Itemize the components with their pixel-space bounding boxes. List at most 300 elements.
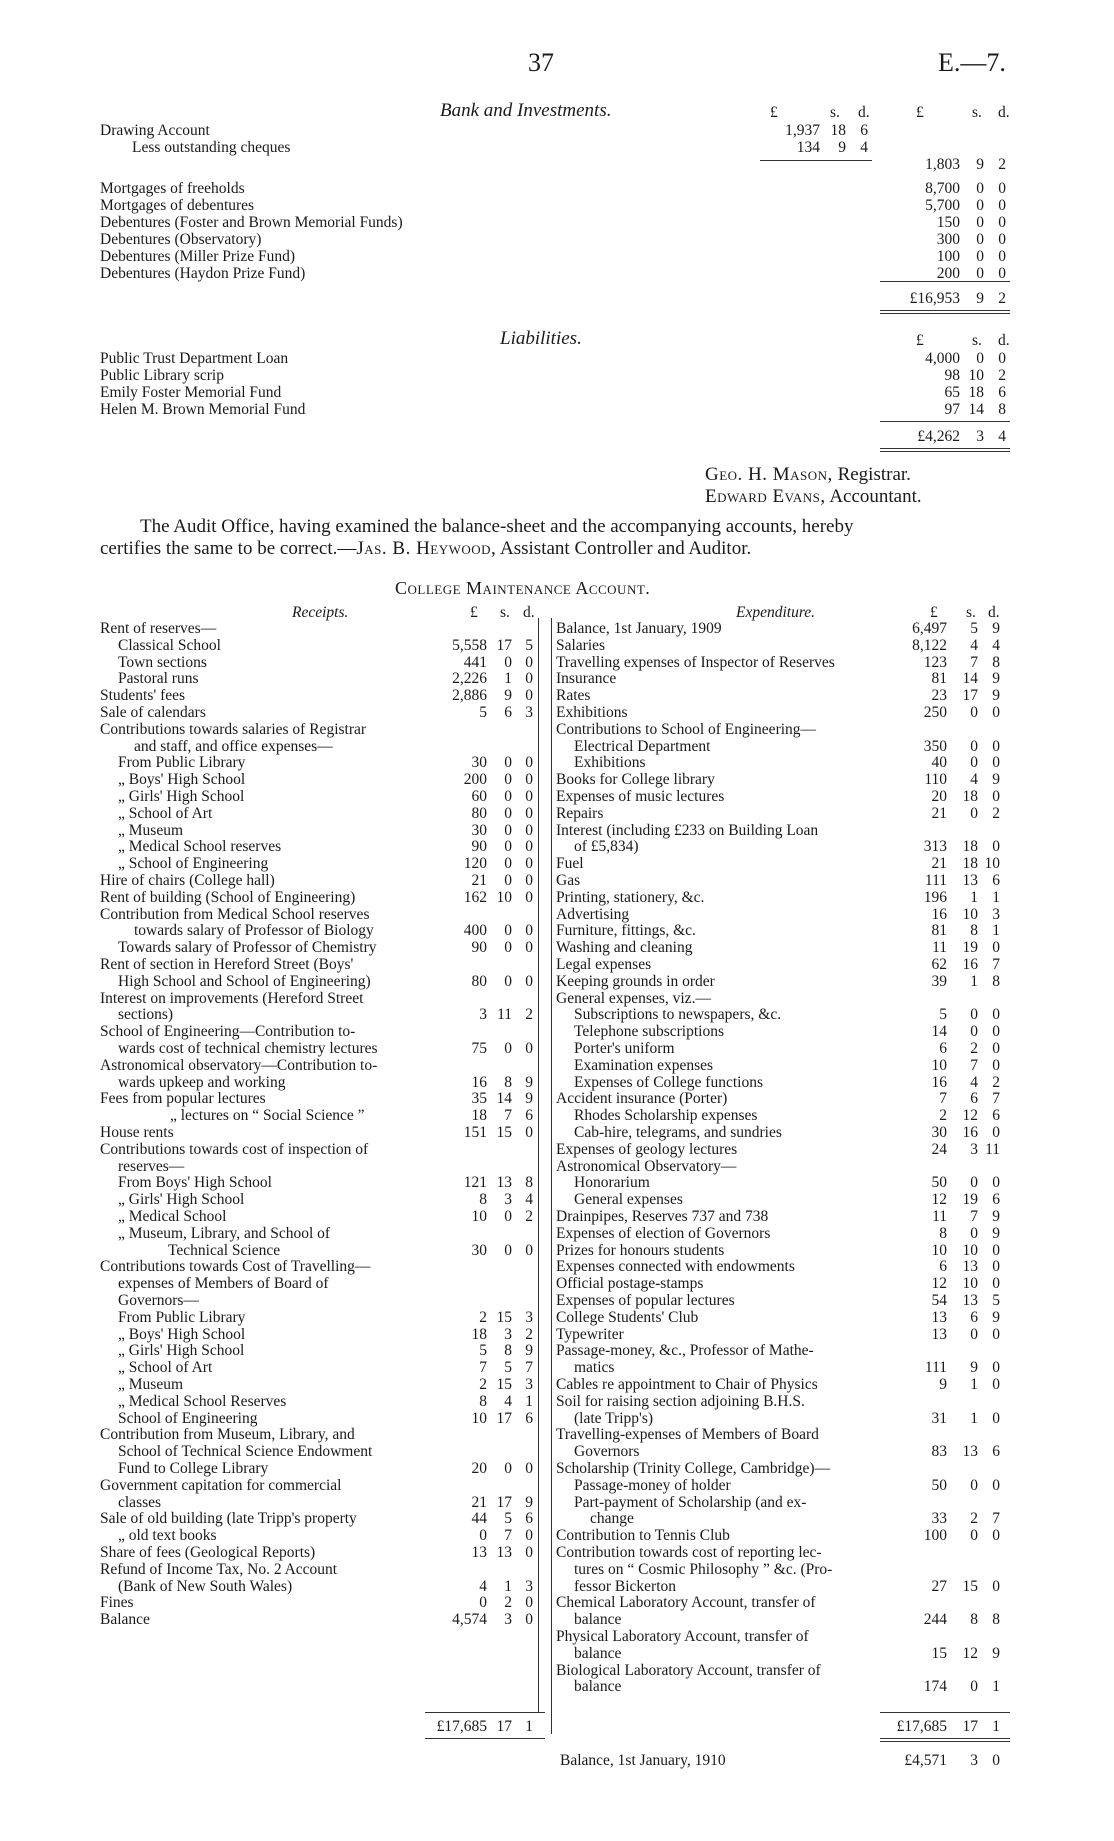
expenditure-line-label: Travelling expenses of Inspector of Reserves — [556, 654, 835, 671]
expenditure-line-amount-pounds: 7 — [939, 1090, 947, 1107]
receipt-line-label: „ Museum — [118, 1376, 184, 1393]
receipt-line-amount-pence: 0 — [525, 1594, 533, 1611]
expenditure-line-amount-pence: 0 — [992, 1578, 1000, 1595]
expenditure-line-amount-shillings: 0 — [970, 754, 978, 771]
bank-total-shillings: 9 — [976, 290, 984, 307]
expenditure-line-amount-shillings: 17 — [962, 687, 978, 704]
expenditure-line-amount-shillings: 9 — [970, 1359, 978, 1376]
expenditure-col-head: £ — [930, 604, 938, 621]
expenditure-line-amount-pounds: 24 — [931, 1141, 947, 1158]
expenditure-line-amount-pounds: 9 — [939, 1376, 947, 1393]
expenditure-line-amount-shillings: 12 — [962, 1645, 978, 1662]
receipt-line-amount-pence: 3 — [525, 1376, 533, 1393]
receipts-col-head: s. — [500, 604, 510, 621]
receipt-line-amount-pounds: 400 — [463, 922, 487, 939]
receipt-line-amount-pounds: 44 — [471, 1510, 487, 1527]
expenditure-line-amount-pounds: 2 — [939, 1107, 947, 1124]
bank-row-mid-pence: 4 — [860, 139, 868, 156]
expenditure-line-label: Advertising — [556, 906, 630, 923]
bank-row-right-shillings: 0 — [976, 248, 984, 265]
expenditure-line-amount-pence: 0 — [992, 1258, 1000, 1275]
bank-row-right-shillings: 0 — [976, 231, 984, 248]
receipt-line-amount-pounds: 35 — [471, 1090, 487, 1107]
expenditure-line-amount-pence: 0 — [992, 1275, 1000, 1292]
receipt-line-amount-pence: 0 — [525, 822, 533, 839]
bank-row-label: Debentures (Observatory) — [100, 231, 262, 248]
expenditure-line-amount-shillings: 0 — [970, 805, 978, 822]
expenditure-line-amount-pounds: 100 — [923, 1527, 947, 1544]
report-code: E.—7. — [938, 48, 1006, 77]
receipt-line-amount-shillings: 0 — [504, 788, 512, 805]
expenditure-line-amount-pence: 8 — [992, 973, 1000, 990]
expenditure-line-label: Prizes for honours students — [556, 1242, 725, 1259]
receipt-line-amount-pounds: 5,558 — [452, 637, 487, 654]
expenditure-line-amount-pounds: 16 — [931, 1074, 947, 1091]
expenditure-line-amount-pounds: 40 — [931, 754, 947, 771]
expenditure-line-amount-pence: 0 — [992, 1006, 1000, 1023]
expenditure-line-amount-pounds: 15 — [931, 1645, 947, 1662]
receipt-line-amount-shillings: 1 — [504, 1578, 512, 1595]
bank-row-right-pence: 2 — [998, 156, 1006, 173]
receipt-line-amount-shillings: 1 — [504, 670, 512, 687]
expenditure-line-amount-pounds: 5 — [939, 1006, 947, 1023]
expenditure-line-amount-shillings: 0 — [970, 704, 978, 721]
receipt-line-label: School of Technical Science Endowment — [118, 1443, 373, 1460]
bank-row-right-pounds: 1,803 — [925, 156, 960, 173]
receipt-line-label: „ Museum, Library, and School of — [118, 1225, 331, 1242]
receipt-line-amount-shillings: 14 — [496, 1090, 512, 1107]
auditor-name: Jas. B. Heywood, — [356, 538, 497, 559]
receipt-line-label: reserves— — [118, 1158, 185, 1175]
liability-row-pounds: 98 — [944, 367, 960, 384]
receipt-line-amount-pence: 1 — [525, 1393, 533, 1410]
receipt-line-amount-shillings: 0 — [504, 771, 512, 788]
expenditure-line-label: Official postage-stamps — [556, 1275, 704, 1292]
receipt-line-amount-pence: 0 — [525, 838, 533, 855]
receipt-line-label: classes — [118, 1494, 162, 1511]
receipt-line-amount-shillings: 5 — [504, 1359, 512, 1376]
expenditure-line-amount-pence: 4 — [992, 637, 1000, 654]
expenditure-line-amount-pence: 8 — [992, 654, 1000, 671]
receipt-line-label: Share of fees (Geological Reports) — [100, 1544, 316, 1561]
expenditure-line-label: Legal expenses — [556, 956, 652, 973]
receipt-line-amount-pence: 2 — [525, 1326, 533, 1343]
receipt-line-amount-pounds: 3 — [479, 1006, 487, 1023]
expenditure-line-amount-shillings: 1 — [970, 973, 978, 990]
expenditure-line-label: Cab-hire, telegrams, and sundries — [574, 1124, 782, 1141]
receipt-line-amount-pence: 8 — [525, 1174, 533, 1191]
receipt-line-label: „ Museum — [118, 822, 184, 839]
expenditure-line-amount-pounds: 8,122 — [912, 637, 947, 654]
expenditure-line-label: Fuel — [556, 855, 584, 872]
receipt-line-label: Contributions towards Cost of Travelling— — [100, 1258, 371, 1275]
receipt-line-amount-pence: 0 — [525, 1611, 533, 1628]
expenditure-line-label: balance — [574, 1678, 622, 1695]
expenditure-line-amount-pounds: 23 — [931, 687, 947, 704]
expenditure-line-amount-pounds: 12 — [931, 1275, 947, 1292]
receipt-line-label: „ Girls' High School — [118, 788, 245, 805]
receipt-line-amount-pounds: 30 — [471, 1242, 487, 1259]
receipt-line-label: „ old text books — [118, 1527, 217, 1544]
expenditure-line-amount-pounds: 110 — [924, 771, 947, 788]
bank-total-rule-top — [880, 281, 1010, 282]
receipt-line-amount-pounds: 30 — [471, 754, 487, 771]
expenditure-line-amount-shillings: 0 — [970, 738, 978, 755]
receipt-line-amount-pence: 0 — [525, 1527, 533, 1544]
expenditure-line-amount-pence: 9 — [992, 1225, 1000, 1242]
receipt-line-label: „ Medical School — [118, 1208, 227, 1225]
bank-row-right-pence: 0 — [998, 214, 1006, 231]
receipt-line-label: „ School of Art — [118, 805, 213, 822]
receipt-line-label: Contributions towards salaries of Registrar — [100, 721, 367, 738]
receipt-line-amount-pounds: 18 — [471, 1326, 487, 1343]
receipt-line-amount-pounds: 2,226 — [452, 670, 487, 687]
receipt-line-label: Rent of section in Hereford Street (Boys' — [100, 956, 354, 973]
expenditure-line-amount-pounds: 6,497 — [912, 620, 947, 637]
expenditure-line-label: Accident insurance (Porter) — [556, 1090, 728, 1107]
signature-name: Edward Evans, — [705, 486, 826, 507]
expenditure-line-label: Rhodes Scholarship expenses — [574, 1107, 758, 1124]
receipt-line-amount-pence: 9 — [525, 1074, 533, 1091]
receipt-line-amount-shillings: 11 — [497, 1006, 512, 1023]
expenditure-line-amount-shillings: 19 — [962, 939, 978, 956]
expenditure-line-amount-shillings: 16 — [962, 956, 978, 973]
bank-row-right-shillings: 9 — [976, 156, 984, 173]
receipt-line-amount-shillings: 7 — [504, 1107, 512, 1124]
expenditure-line-amount-pence: 0 — [992, 1242, 1000, 1259]
expenditure-line-amount-shillings: 5 — [970, 620, 978, 637]
expenditure-line-amount-shillings: 3 — [970, 1141, 978, 1158]
bank-row-label: Mortgages of freeholds — [100, 180, 245, 197]
expenditure-line-label: Governors — [574, 1443, 640, 1460]
expenditure-line-amount-pounds: 13 — [931, 1326, 947, 1343]
expenditure-line-amount-pounds: 196 — [923, 889, 947, 906]
bank-row-right-pounds: 100 — [936, 248, 960, 265]
expenditure-line-amount-pence: 5 — [992, 1292, 1000, 1309]
liab-col-head: £ — [916, 332, 924, 349]
expenditure-line-label: Contributions to School of Engineering— — [556, 721, 817, 738]
bank-row-label: Mortgages of debentures — [100, 197, 255, 214]
liability-row-pence: 0 — [998, 350, 1006, 367]
expenditure-line-label: Repairs — [556, 805, 604, 822]
expenditure-line-amount-shillings: 8 — [970, 1611, 978, 1628]
closing-balance-pounds: £4,571 — [904, 1752, 947, 1769]
expenditure-line-amount-pounds: 6 — [939, 1258, 947, 1275]
expenditure-line-amount-pence: 0 — [992, 1057, 1000, 1074]
receipt-line-amount-shillings: 0 — [504, 922, 512, 939]
expenditure-line-amount-pence: 7 — [992, 1510, 1000, 1527]
receipt-line-amount-pounds: 5 — [479, 1342, 487, 1359]
receipt-line-amount-pounds: 13 — [471, 1544, 487, 1561]
receipt-line-amount-shillings: 7 — [504, 1527, 512, 1544]
receipt-line-label: From Boys' High School — [118, 1174, 272, 1191]
expenditure-line-amount-shillings: 0 — [970, 1326, 978, 1343]
receipt-line-label: Technical Science — [168, 1242, 281, 1259]
receipts-col-head: d. — [523, 604, 535, 621]
expenditure-line-label: change — [590, 1510, 634, 1527]
bank-mid-col-head: s. — [830, 104, 840, 121]
expenditure-line-amount-pounds: 50 — [931, 1477, 947, 1494]
receipt-line-amount-pounds: 30 — [471, 822, 487, 839]
receipt-line-amount-pence: 0 — [525, 939, 533, 956]
closing-balance-shillings: 3 — [970, 1752, 978, 1769]
receipt-line-label: Students' fees — [100, 687, 186, 704]
expenditure-line-label: Contribution towards cost of reporting lec- — [556, 1544, 822, 1561]
expenditure-line-amount-shillings: 13 — [962, 1443, 978, 1460]
expenditure-line-amount-shillings: 7 — [970, 1208, 978, 1225]
expenditure-line-label: Astronomical Observatory— — [556, 1158, 737, 1175]
receipt-line-label: From Public Library — [118, 1309, 246, 1326]
receipt-line-label: Hire of chairs (College hall) — [100, 872, 275, 889]
signature-accountant — [705, 486, 922, 508]
expenditure-line-amount-pounds: 62 — [931, 956, 947, 973]
receipt-line-label: „ Girls' High School — [118, 1342, 245, 1359]
expenditure-line-amount-pence: 9 — [992, 620, 1000, 637]
expenditure-line-amount-pounds: 83 — [931, 1443, 947, 1460]
receipt-line-amount-pence: 4 — [525, 1191, 533, 1208]
expenditure-line-amount-shillings: 0 — [970, 1023, 978, 1040]
expenditure-line-amount-pence: 1 — [992, 922, 1000, 939]
bank-row-right-pounds: 300 — [936, 231, 960, 248]
receipt-line-label: Sale of old building (late Tripp's property — [100, 1510, 357, 1527]
expenditure-line-label: Interest (including £233 on Building Loan — [556, 822, 819, 839]
liability-row-pounds: 4,000 — [925, 350, 960, 367]
expenditure-line-label: Balance, 1st January, 1909 — [556, 620, 722, 637]
expenditure-line-amount-pounds: 250 — [923, 704, 947, 721]
liab-total-rule-bottom-2 — [880, 451, 1010, 452]
expenditure-line-amount-shillings: 4 — [970, 771, 978, 788]
expenditure-line-amount-pounds: 33 — [931, 1510, 947, 1527]
expenditure-line-label: Electrical Department — [574, 738, 711, 755]
expenditure-line-label: Porter's uniform — [574, 1040, 675, 1057]
receipt-line-label: Balance — [100, 1611, 150, 1628]
expenditure-line-amount-pounds: 54 — [931, 1292, 947, 1309]
signature-role: Accountant. — [829, 486, 922, 507]
liability-row-shillings: 18 — [968, 384, 984, 401]
signature-name: Geo. H. Mason, — [705, 464, 833, 485]
receipt-line-label: „ Boys' High School — [118, 771, 246, 788]
receipt-line-amount-pounds: 8 — [479, 1191, 487, 1208]
expenditure-line-amount-pounds: 111 — [924, 872, 947, 889]
expenditure-line-amount-pounds: 81 — [931, 670, 947, 687]
expenditure-line-label: Expenses of music lectures — [556, 788, 725, 805]
expenditure-line-label: (late Tripp's) — [574, 1410, 654, 1427]
expenditure-line-label: Scholarship (Trinity College, Cambridge)— — [556, 1460, 831, 1477]
receipts-total-shillings: 17 — [496, 1718, 512, 1735]
expenditure-line-amount-pounds: 244 — [923, 1611, 947, 1628]
receipt-line-amount-shillings: 10 — [496, 889, 512, 906]
receipt-line-amount-pounds: 90 — [471, 838, 487, 855]
expenditure-line-amount-pounds: 39 — [931, 973, 947, 990]
expenditure-line-amount-pounds: 11 — [932, 1208, 947, 1225]
receipt-line-amount-pence: 0 — [525, 687, 533, 704]
account-divider — [551, 618, 552, 1734]
expenditure-line-amount-pence: 0 — [992, 1174, 1000, 1191]
receipt-line-amount-pence: 0 — [525, 855, 533, 872]
receipt-line-label: Rent of building (School of Engineering) — [100, 889, 356, 906]
receipt-line-amount-shillings: 2 — [504, 1594, 512, 1611]
expenditure-line-amount-shillings: 19 — [962, 1191, 978, 1208]
receipt-line-amount-pence: 5 — [525, 637, 533, 654]
expenditure-line-amount-shillings: 0 — [970, 1678, 978, 1695]
expenditure-line-label: Printing, stationery, &c. — [556, 889, 705, 906]
receipt-line-amount-shillings: 0 — [504, 754, 512, 771]
expenditure-line-label: Typewriter — [556, 1326, 624, 1343]
receipt-line-label: School of Engineering—Contribution to- — [100, 1023, 356, 1040]
receipts-total-pence: 1 — [525, 1718, 533, 1735]
receipt-line-amount-pounds: 16 — [471, 1074, 487, 1091]
receipt-line-amount-pounds: 120 — [463, 855, 487, 872]
expenditure-line-amount-pence: 6 — [992, 1443, 1000, 1460]
receipt-line-label: Refund of Income Tax, No. 2 Account — [100, 1561, 338, 1578]
expenditure-line-amount-pence: 9 — [992, 1309, 1000, 1326]
bank-row-right-pounds: 5,700 — [925, 197, 960, 214]
liabilities-title: Liabilities. — [500, 328, 582, 349]
expenditure-line-amount-pounds: 27 — [931, 1578, 947, 1595]
audit-line-2: certifies the same to be correct.—Jas. B. Heywood, Assistant Controller and Auditor. — [100, 538, 752, 559]
receipt-line-amount-pounds: 21 — [471, 872, 487, 889]
expenditure-line-label: Keeping grounds in order — [556, 973, 715, 990]
receipt-line-label: Contributions towards cost of inspection of — [100, 1141, 369, 1158]
bank-row-right-pence: 0 — [998, 265, 1006, 282]
receipt-line-label: Classical School — [118, 637, 221, 654]
receipt-line-amount-pounds: 4 — [479, 1578, 487, 1595]
liability-row-shillings: 14 — [968, 401, 984, 418]
expenditure-line-amount-shillings: 2 — [970, 1510, 978, 1527]
expenditure-total-rule-bottom — [880, 1738, 1010, 1739]
expenditure-line-amount-pence: 9 — [992, 1208, 1000, 1225]
expenditure-line-label: of £5,834) — [574, 838, 639, 855]
expenditure-line-amount-pounds: 20 — [931, 788, 947, 805]
receipt-line-amount-pounds: 21 — [471, 1494, 487, 1511]
liabilities-total-pence: 4 — [998, 428, 1006, 445]
receipt-line-amount-pence: 6 — [525, 1510, 533, 1527]
expenditure-total-rule-bottom-2 — [880, 1741, 1010, 1742]
expenditure-line-amount-shillings: 4 — [970, 1074, 978, 1091]
liability-row-pounds: 97 — [944, 401, 960, 418]
receipt-line-amount-pence: 0 — [525, 872, 533, 889]
expenditure-line-amount-shillings: 2 — [970, 1040, 978, 1057]
expenditure-line-amount-pounds: 123 — [923, 654, 947, 671]
bank-mid-col-head: £ — [770, 104, 778, 121]
expenditure-line-amount-pounds: 350 — [923, 738, 947, 755]
expenditure-line-amount-shillings: 1 — [970, 1410, 978, 1427]
expenditure-line-amount-pence: 0 — [992, 1527, 1000, 1544]
receipt-line-amount-pence: 6 — [525, 1107, 533, 1124]
expenditure-line-amount-pounds: 111 — [924, 1359, 947, 1376]
bank-row-right-shillings: 0 — [976, 265, 984, 282]
receipt-line-amount-pounds: 18 — [471, 1107, 487, 1124]
liability-row-pence: 2 — [998, 367, 1006, 384]
receipt-line-amount-pounds: 90 — [471, 939, 487, 956]
receipt-line-amount-shillings: 17 — [496, 1410, 512, 1427]
expenditure-line-label: Subscriptions to newspapers, &c. — [574, 1006, 782, 1023]
receipt-line-label: sections) — [118, 1006, 174, 1023]
receipt-line-label: Pastoral runs — [118, 670, 199, 687]
expenditure-line-amount-shillings: 10 — [962, 906, 978, 923]
receipt-line-amount-pence: 0 — [525, 922, 533, 939]
expenditure-line-label: Cables re appointment to Chair of Physics — [556, 1376, 818, 1393]
receipt-line-label: expenses of Members of Board of — [118, 1275, 329, 1292]
bank-right-col-head: s. — [972, 104, 982, 121]
bank-row-right-pounds: 8,700 — [925, 180, 960, 197]
receipt-line-label: wards cost of technical chemistry lectures — [118, 1040, 378, 1057]
expenditure-col-head: s. — [966, 604, 976, 621]
expenditure-line-amount-shillings: 13 — [962, 1292, 978, 1309]
expenditure-line-amount-pounds: 30 — [931, 1124, 947, 1141]
receipt-line-amount-shillings: 15 — [496, 1376, 512, 1393]
receipt-line-label: Sale of calendars — [100, 704, 206, 721]
receipt-line-amount-pence: 9 — [525, 1494, 533, 1511]
expenditure-line-amount-pence: 9 — [992, 687, 1000, 704]
maintenance-title: College Maintenance Account. — [395, 578, 651, 598]
expenditure-line-label: Expenses of geology lectures — [556, 1141, 738, 1158]
receipts-heading: Receipts. — [292, 604, 349, 621]
receipt-line-amount-pounds: 7 — [479, 1359, 487, 1376]
expenditure-total-shillings: 17 — [962, 1718, 978, 1735]
bank-row-label: Less outstanding cheques — [132, 139, 291, 156]
expenditure-line-label: Expenses connected with endowments — [556, 1258, 795, 1275]
liability-row-pence: 6 — [998, 384, 1006, 401]
expenditure-line-amount-pence: 9 — [992, 670, 1000, 687]
expenditure-line-label: Furniture, fittings, &c. — [556, 922, 696, 939]
expenditure-line-label: balance — [574, 1645, 622, 1662]
expenditure-line-amount-pounds: 8 — [939, 1225, 947, 1242]
expenditure-line-amount-shillings: 8 — [970, 922, 978, 939]
expenditure-line-amount-shillings: 4 — [970, 637, 978, 654]
expenditure-line-amount-pence: 0 — [992, 1376, 1000, 1393]
expenditure-line-label: Passage-money of holder — [574, 1477, 731, 1494]
expenditure-line-amount-pence: 0 — [992, 1359, 1000, 1376]
receipt-line-label: Governors— — [118, 1292, 199, 1309]
expenditure-line-amount-shillings: 1 — [970, 1376, 978, 1393]
expenditure-line-amount-shillings: 0 — [970, 1477, 978, 1494]
expenditure-line-amount-pence: 9 — [992, 771, 1000, 788]
liab-col-head: s. — [972, 332, 982, 349]
receipt-line-label: School of Engineering — [118, 1410, 258, 1427]
bank-row-right-pence: 0 — [998, 231, 1006, 248]
expenditure-line-amount-pence: 6 — [992, 1107, 1000, 1124]
expenditure-line-label: Salaries — [556, 637, 606, 654]
bank-row-right-shillings: 0 — [976, 197, 984, 214]
receipt-line-amount-shillings: 17 — [496, 637, 512, 654]
receipt-line-amount-pounds: 0 — [479, 1594, 487, 1611]
expenditure-line-amount-pence: 1 — [992, 889, 1000, 906]
receipt-line-amount-pounds: 121 — [463, 1174, 487, 1191]
receipt-line-amount-shillings: 0 — [504, 838, 512, 855]
receipt-line-amount-shillings: 13 — [496, 1544, 512, 1561]
expenditure-line-amount-pence: 10 — [984, 855, 1000, 872]
receipts-col-head: £ — [470, 604, 478, 621]
closing-balance-label: Balance, 1st January, 1910 — [560, 1752, 726, 1769]
expenditure-line-label: General expenses — [574, 1191, 683, 1208]
bank-row-right-pence: 0 — [998, 248, 1006, 265]
bank-total-rule-bottom — [880, 310, 1010, 311]
receipt-line-amount-shillings: 0 — [504, 1460, 512, 1477]
expenditure-line-amount-pence: 3 — [992, 906, 1000, 923]
expenditure-line-amount-pence: 9 — [992, 1645, 1000, 1662]
liab-total-rule-top — [880, 421, 1010, 422]
receipts-total-pounds: £17,685 — [436, 1718, 487, 1735]
expenditure-line-label: College Students' Club — [556, 1309, 699, 1326]
bank-row-label: Drawing Account — [100, 122, 210, 139]
expenditure-line-amount-pounds: 13 — [931, 1309, 947, 1326]
receipt-line-label: Fund to College Library — [118, 1460, 269, 1477]
bank-row-label: Debentures (Haydon Prize Fund) — [100, 265, 306, 282]
receipt-line-amount-pounds: 10 — [471, 1410, 487, 1427]
expenditure-line-label: Insurance — [556, 670, 617, 687]
receipt-line-amount-shillings: 0 — [504, 872, 512, 889]
